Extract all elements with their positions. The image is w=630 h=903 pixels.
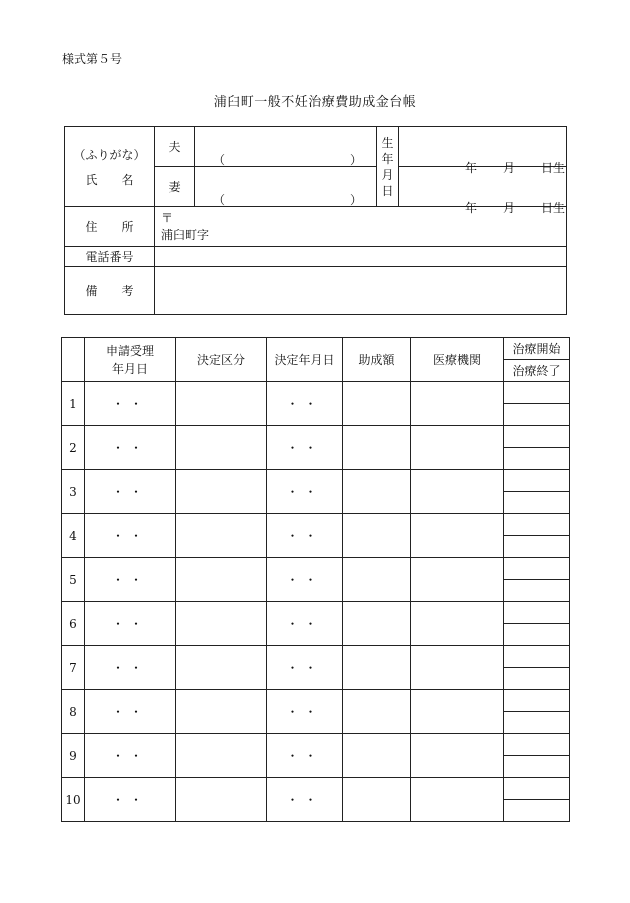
application-date-cell[interactable]: ・・ <box>85 470 176 514</box>
application-date-cell[interactable]: ・・ <box>85 778 176 822</box>
treatment-end-cell[interactable] <box>504 800 570 822</box>
row-number: 5 <box>62 558 85 602</box>
decision-type-cell[interactable] <box>176 382 267 426</box>
decision-date-header: 決定年月日 <box>267 338 343 382</box>
medical-institution-cell[interactable] <box>411 734 504 778</box>
application-date-cell[interactable]: ・・ <box>85 646 176 690</box>
row-number: 4 <box>62 514 85 558</box>
medical-institution-cell[interactable] <box>411 602 504 646</box>
row-number: 8 <box>62 690 85 734</box>
treatment-start-cell[interactable] <box>504 734 570 756</box>
treatment-end-cell[interactable] <box>504 712 570 734</box>
application-date-cell[interactable]: ・・ <box>85 734 176 778</box>
decision-date-cell[interactable]: ・・ <box>267 690 343 734</box>
row-number: 10 <box>62 778 85 822</box>
phone-label: 電話番号 <box>65 247 155 267</box>
treatment-start-cell[interactable] <box>504 426 570 448</box>
decision-date-cell[interactable]: ・・ <box>267 558 343 602</box>
decision-type-cell[interactable] <box>176 646 267 690</box>
ledger-row <box>62 778 570 800</box>
ledger-row <box>62 470 570 492</box>
treatment-end-cell[interactable] <box>504 624 570 646</box>
decision-type-cell[interactable] <box>176 602 267 646</box>
treatment-end-header: 治療終了 <box>504 360 570 382</box>
ledger-row <box>62 734 570 756</box>
treatment-start-cell[interactable] <box>504 514 570 536</box>
wife-birthdate-field[interactable]: 年 月 日生 <box>399 167 567 207</box>
applicant-table <box>64 126 567 315</box>
grant-amount-cell[interactable] <box>343 778 411 822</box>
row-number: 7 <box>62 646 85 690</box>
medical-institution-cell[interactable] <box>411 778 504 822</box>
treatment-start-cell[interactable] <box>504 690 570 712</box>
ledger-row <box>62 426 570 448</box>
ledger-row <box>62 602 570 624</box>
remarks-label: 備 考 <box>65 267 155 315</box>
grant-amount-cell[interactable] <box>343 602 411 646</box>
treatment-start-cell[interactable] <box>504 646 570 668</box>
row-number-header <box>62 338 85 382</box>
treatment-start-cell[interactable] <box>504 778 570 800</box>
treatment-start-header: 治療開始 <box>504 338 570 360</box>
application-date-cell[interactable]: ・・ <box>85 426 176 470</box>
decision-type-cell[interactable] <box>176 514 267 558</box>
treatment-end-cell[interactable] <box>504 580 570 602</box>
row-number: 9 <box>62 734 85 778</box>
medical-institution-header: 医療機関 <box>411 338 504 382</box>
address-prefix: 浦臼町字 <box>161 227 210 242</box>
grant-amount-cell[interactable] <box>343 734 411 778</box>
decision-type-cell[interactable] <box>176 734 267 778</box>
grant-amount-cell[interactable] <box>343 558 411 602</box>
decision-date-cell[interactable]: ・・ <box>267 470 343 514</box>
treatment-end-cell[interactable] <box>504 404 570 426</box>
treatment-start-cell[interactable] <box>504 558 570 580</box>
grant-amount-cell[interactable] <box>343 690 411 734</box>
row-number: 1 <box>62 382 85 426</box>
row-number: 2 <box>62 426 85 470</box>
decision-date-cell[interactable]: ・・ <box>267 734 343 778</box>
wife-label: 妻 <box>155 167 195 207</box>
ledger-title: 浦臼町一般不妊治療費助成金台帳 <box>213 95 417 110</box>
ledger-table <box>61 337 570 822</box>
husband-birthdate-field[interactable]: 年 月 日生 <box>399 127 567 167</box>
application-date-cell[interactable]: ・・ <box>85 558 176 602</box>
form-number: 様式第５号 <box>62 52 123 66</box>
medical-institution-cell[interactable] <box>411 426 504 470</box>
paren-open: （ <box>213 152 226 167</box>
decision-date-cell[interactable]: ・・ <box>267 426 343 470</box>
decision-date-cell[interactable]: ・・ <box>267 382 343 426</box>
treatment-end-cell[interactable] <box>504 492 570 514</box>
husband-label: 夫 <box>155 127 195 167</box>
application-date-cell[interactable]: ・・ <box>85 382 176 426</box>
treatment-start-cell[interactable] <box>504 470 570 492</box>
application-date-cell[interactable]: ・・ <box>85 514 176 558</box>
remarks-field[interactable] <box>155 267 567 315</box>
application-date-cell[interactable]: ・・ <box>85 602 176 646</box>
medical-institution-cell[interactable] <box>411 646 504 690</box>
medical-institution-cell[interactable] <box>411 514 504 558</box>
grant-amount-cell[interactable] <box>343 514 411 558</box>
grant-amount-cell[interactable] <box>343 646 411 690</box>
decision-type-cell[interactable] <box>176 690 267 734</box>
husband-name-field[interactable] <box>195 127 377 167</box>
name-label: 氏 名 <box>85 172 134 187</box>
medical-institution-cell[interactable] <box>411 470 504 514</box>
ledger-row <box>62 690 570 712</box>
postal-mark: 〒 <box>161 210 174 225</box>
application-date-header: 申請受理 年月日 <box>85 338 176 382</box>
medical-institution-cell[interactable] <box>411 382 504 426</box>
decision-type-cell[interactable] <box>176 426 267 470</box>
treatment-end-cell[interactable] <box>504 668 570 690</box>
treatment-end-cell[interactable] <box>504 536 570 558</box>
application-date-cell[interactable]: ・・ <box>85 690 176 734</box>
wife-name-field[interactable]: （ ） <box>195 167 377 207</box>
decision-type-cell[interactable] <box>176 558 267 602</box>
row-number: 6 <box>62 602 85 646</box>
grant-amount-cell[interactable] <box>343 382 411 426</box>
medical-institution-cell[interactable] <box>411 690 504 734</box>
treatment-end-cell[interactable] <box>504 448 570 470</box>
treatment-start-cell[interactable] <box>504 602 570 624</box>
ledger-row <box>62 646 570 668</box>
treatment-end-cell[interactable] <box>504 756 570 778</box>
treatment-start-cell[interactable] <box>504 382 570 404</box>
grant-amount-cell[interactable] <box>343 470 411 514</box>
decision-date-cell[interactable]: ・・ <box>267 514 343 558</box>
grant-amount-header: 助成額 <box>343 338 411 382</box>
decision-type-header: 決定区分 <box>176 338 267 382</box>
decision-type-cell[interactable] <box>176 470 267 514</box>
decision-date-cell[interactable]: ・・ <box>267 646 343 690</box>
row-number: 3 <box>62 470 85 514</box>
grant-amount-cell[interactable] <box>343 426 411 470</box>
ledger-row <box>62 558 570 580</box>
address-label: 住 所 <box>65 207 155 247</box>
decision-date-cell[interactable]: ・・ <box>267 778 343 822</box>
ledger-row <box>62 514 570 536</box>
paren-close: ） <box>349 152 362 167</box>
decision-type-cell[interactable] <box>176 778 267 822</box>
birth-label: 生 年 月 日 <box>377 127 399 207</box>
name-label-cell <box>65 127 155 207</box>
medical-institution-cell[interactable] <box>411 558 504 602</box>
furigana-label: （ふりがな） <box>73 147 146 162</box>
ledger-row <box>62 382 570 404</box>
decision-date-cell[interactable]: ・・ <box>267 602 343 646</box>
phone-field[interactable] <box>155 247 567 267</box>
